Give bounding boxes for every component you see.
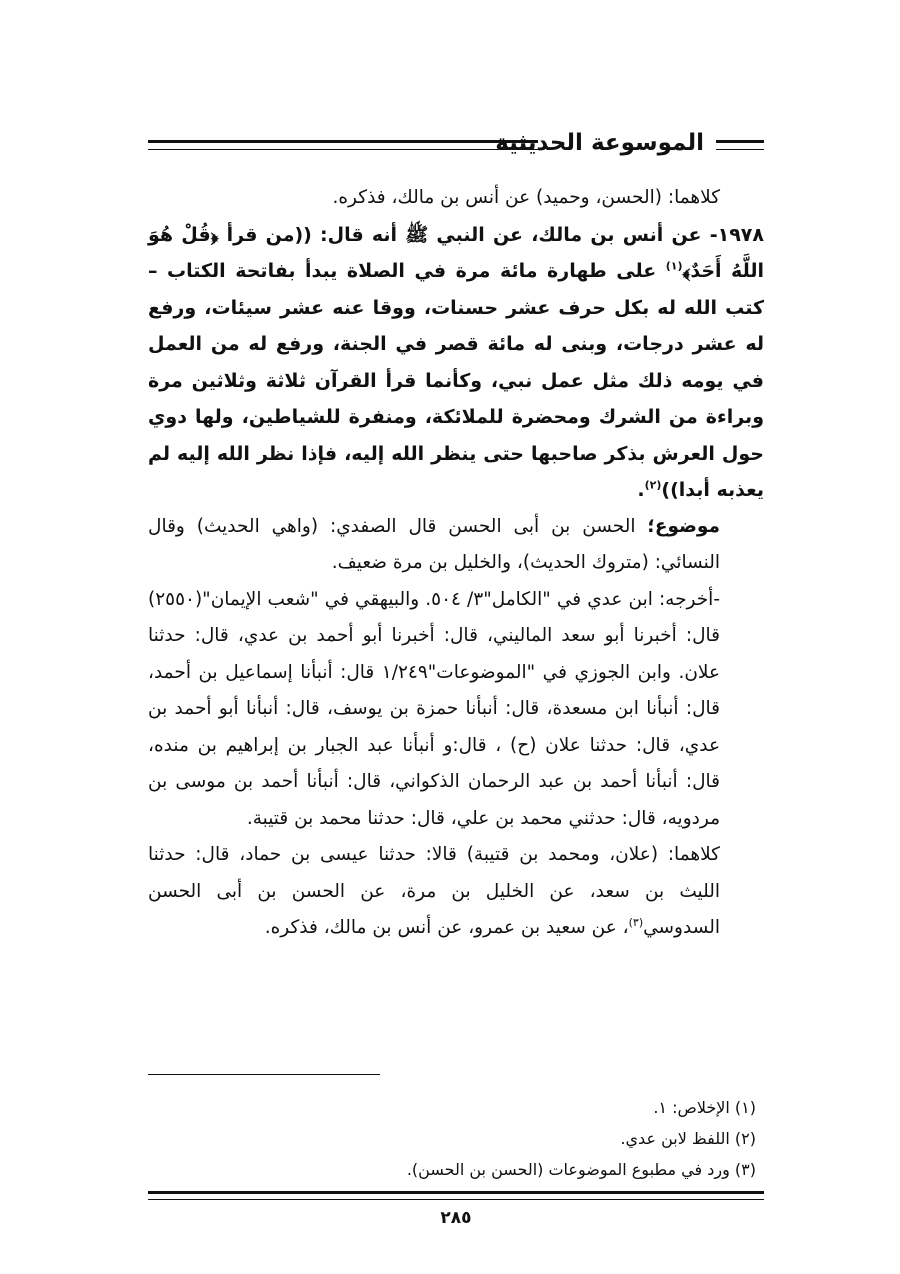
main-text (148, 180, 764, 947)
footnote-3: (٣) ورد في مطبوع الموضوعات (الحسن بن الحسن). (406, 1160, 756, 1179)
paragraph-1: كلاهما: (الحسن، وحميد) عن أنس بن مالك، فذكره. (332, 187, 720, 208)
footnote-ref-3: (٣) (628, 915, 644, 929)
hadith-text-cont: على طهارة مائة مرة في الصلاة يبدأ بفاتحة الكتاب – كتب الله له بكل حرف عشر حسنات، ووقا عنه عشر سيئات، ورفع له عشر درجات، وبنى له مائة قصر في الجنة، ورفع له من العمل في يومه ذلك مثل عمل نبي، وكأنما قرأ القرآن ثلاثة وثلاثين مرة وبراءة من الشرك ومحضرة للملائكة، ومنفرة للشياطين، ولها دوي حول العرش بذكر صاحبها حتى ينظر الله إليه، فإذا نظر الله إليه لم يعذبه أبدا)) (148, 260, 764, 501)
footnote-ref-1: (١) (665, 259, 683, 273)
header-title: الموسوعة الحديثية (489, 126, 710, 160)
footnotes (156, 1092, 756, 1185)
footnote-2: (٢) اللفظ لابن عدي. (620, 1129, 756, 1148)
grading-paragraph (148, 509, 764, 582)
chain-end: ، عن سعيد بن عمرو، عن أنس بن مالك، فذكره. (264, 917, 629, 938)
document-page (148, 110, 764, 1240)
hadith-paragraph (148, 217, 764, 509)
footnote-1: (١) الإخلاص: ١. (653, 1098, 756, 1117)
header-rule-right (716, 140, 764, 150)
page-number: ٢٨٥ (440, 1208, 472, 1228)
hadith-end: . (637, 479, 645, 501)
hadith-text: ١٩٧٨- عن أنس بن مالك، عن النبي ﷺ أنه قال: ((من قرأ ﴿قُلْ هُوَ اللَّهُ أَحَدٌ﴾ (148, 223, 764, 282)
chain-paragraph (148, 837, 764, 947)
takhrij-paragraph: -أخرجه: ابن عدي في "الكامل"٣/ ٥٠٤. والبيهقي في "شعب الإيمان"(٢٥٥٠) قال: أخبرنا أبو سعد الماليني، قال: أخبرنا أبو أحمد بن عدي، قال: حدثنا علان. وابن الجوزي في "الموضوعات"١/٢٤٩ قال: أنبأنا إسماعيل بن أحمد، قال: أنبأنا ابن مسعدة، قال: أنبأنا حمزة بن يوسف، قال: أنبأنا أبو أحمد بن عدي، قال: حدثنا علان (ح) ، قال:و أنبأنا عبد الجبار بن إبراهيم بن منده، قال: أنبأنا أحمد بن عبد الرحمان الذكواني، قال: أنبأنا أحمد بن موسى بن مردويه، قال: حدثني محمد بن علي، قال: حدثنا محمد بن قتيبة. (148, 588, 721, 829)
footnote-separator (148, 1074, 380, 1075)
grading-text: الحسن بن أبى الحسن قال الصفدي: (واهي الحديث) وقال النسائي: (متروك الحديث)، والخليل بن مرة ضعيف. (148, 515, 720, 573)
footnote-ref-2: (٢) (644, 478, 662, 492)
chain-text: كلاهما: (علان، ومحمد بن قتيبة) قالا: حدثنا عيسى بن حماد، قال: حدثنا الليث بن سعد، عن الخليل بن مرة، عن الحسن بن أبى الحسن السدوسي (148, 844, 720, 938)
header-rule-left (148, 140, 538, 150)
grading-label: موضوع؛ (647, 515, 720, 537)
bottom-rule (148, 1191, 764, 1200)
running-header (148, 126, 764, 166)
